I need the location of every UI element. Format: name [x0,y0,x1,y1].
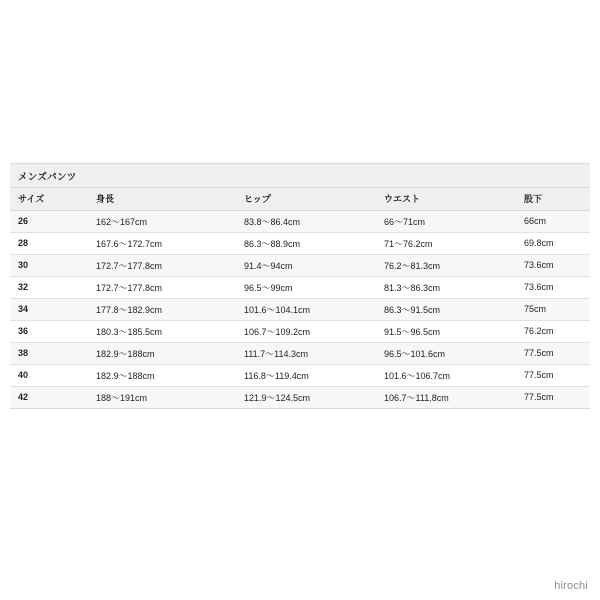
cell-hip: 101.6〜104.1cm [236,298,376,320]
cell-size: 28 [10,232,88,254]
cell-hip: 111.7〜114.3cm [236,342,376,364]
cell-height: 162〜167cm [88,210,236,232]
cell-waist: 76.2〜81.3cm [376,254,516,276]
column-header-height: 身長 [88,188,236,210]
table-row [10,298,590,320]
section-title-bar [10,163,590,188]
cell-height: 182.9〜188cm [88,364,236,386]
section-title: メンズパンツ [18,171,77,183]
column-header-inseam: 股下 [516,188,590,210]
cell-size: 34 [10,298,88,320]
cell-waist: 66〜71cm [376,210,516,232]
column-header-size: サイズ [10,188,88,210]
cell-height: 172.7〜177.8cm [88,254,236,276]
cell-height: 172.7〜177.8cm [88,276,236,298]
cell-height: 177.8〜182.9cm [88,298,236,320]
size-chart [10,163,590,409]
size-table [10,188,590,409]
cell-waist: 106.7〜111.8cm [376,386,516,408]
table-row [10,232,590,254]
cell-height: 180.3〜185.5cm [88,320,236,342]
table-row [10,210,590,232]
column-header-hip: ヒップ [236,188,376,210]
cell-inseam: 73.6cm [516,276,590,298]
cell-waist: 71〜76.2cm [376,232,516,254]
cell-size: 36 [10,320,88,342]
cell-waist: 101.6〜106.7cm [376,364,516,386]
table-header-row [10,188,590,210]
table-row [10,342,590,364]
table-body [10,210,590,408]
cell-height: 182.9〜188cm [88,342,236,364]
table-row [10,364,590,386]
cell-inseam: 73.6cm [516,254,590,276]
cell-size: 38 [10,342,88,364]
cell-inseam: 66cm [516,210,590,232]
table-row [10,254,590,276]
cell-waist: 81.3〜86.3cm [376,276,516,298]
cell-hip: 96.5〜99cm [236,276,376,298]
cell-inseam: 77.5cm [516,364,590,386]
table-header [10,188,590,210]
cell-height: 188〜191cm [88,386,236,408]
cell-waist: 91.5〜96.5cm [376,320,516,342]
cell-inseam: 69.8cm [516,232,590,254]
cell-size: 26 [10,210,88,232]
cell-size: 32 [10,276,88,298]
cell-inseam: 76.2cm [516,320,590,342]
cell-waist: 86.3〜91.5cm [376,298,516,320]
cell-hip: 116.8〜119.4cm [236,364,376,386]
cell-hip: 121.9〜124.5cm [236,386,376,408]
table-row [10,276,590,298]
cell-hip: 91.4〜94cm [236,254,376,276]
column-header-waist: ウエスト [376,188,516,210]
cell-inseam: 77.5cm [516,342,590,364]
watermark: hirochi [554,580,588,592]
cell-hip: 106.7〜109.2cm [236,320,376,342]
cell-hip: 83.8〜86.4cm [236,210,376,232]
table-row [10,320,590,342]
cell-waist: 96.5〜101.6cm [376,342,516,364]
cell-size: 30 [10,254,88,276]
cell-hip: 86.3〜88.9cm [236,232,376,254]
cell-inseam: 75cm [516,298,590,320]
table-row [10,386,590,408]
cell-inseam: 77.5cm [516,386,590,408]
cell-size: 42 [10,386,88,408]
cell-size: 40 [10,364,88,386]
cell-height: 167.6〜172.7cm [88,232,236,254]
